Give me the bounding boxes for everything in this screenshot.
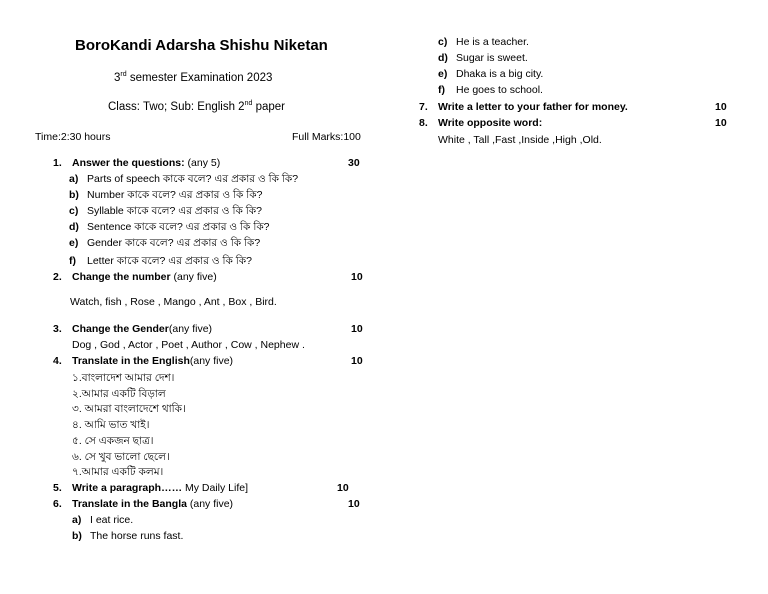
class-subject-rest: paper: [252, 101, 285, 113]
item-text: Letter কাকে বলে? এর প্রকার ও কি কি?: [87, 255, 252, 267]
item-label: d): [69, 221, 79, 233]
question-number: 3.: [53, 323, 62, 335]
item-text: He goes to school.: [456, 84, 543, 96]
exam-ordinal: 3: [114, 72, 121, 84]
list-item: ৬. সে খুব ভালো ছেলে।: [72, 451, 170, 463]
question-8-marks: 10: [715, 117, 727, 129]
question-title: Write a paragraph……: [72, 482, 183, 494]
question-6-marks: 10: [348, 498, 360, 510]
question-3-marks: 10: [351, 323, 363, 335]
class-subject-suffix: nd: [244, 100, 253, 107]
question-note: (any five): [186, 498, 234, 510]
item-text: Parts of speech কাকে বলে? এর প্রকার ও কি কি?: [87, 173, 299, 185]
question-note: (any five): [168, 323, 213, 335]
question-note: (any five): [170, 271, 217, 283]
item-text: The horse runs fast.: [90, 530, 184, 542]
item-label: f): [69, 255, 76, 267]
list-item: [69, 188, 262, 202]
list-item: ১.বাংলাদেশ আমার দেশ।: [72, 372, 175, 384]
item-label: f): [438, 84, 445, 96]
question-title: Answer the questions:: [72, 157, 185, 169]
list-item: [69, 204, 262, 218]
class-subject: [108, 100, 285, 114]
item-text: Syllable কাকে বলে? এর প্রকার ও কি কি?: [87, 205, 262, 217]
question-2-body: Watch, fish , Rose , Mango , Ant , Box , Bird.: [70, 296, 277, 308]
list-item: [438, 51, 528, 65]
exam-ordinal-suffix: rd: [120, 71, 127, 78]
item-label: d): [438, 52, 448, 64]
question-number: 7.: [419, 101, 428, 113]
exam-title-rest: semester Examination 2023: [126, 72, 273, 84]
question-number: 5.: [53, 482, 62, 494]
list-item: [69, 254, 252, 268]
question-number: 1.: [53, 157, 62, 169]
question-8-body: White , Tall ,Fast ,Inside ,High ,Old.: [438, 134, 602, 146]
item-label: c): [69, 205, 79, 217]
question-1-marks: 30: [348, 157, 360, 169]
question-3-body: Dog , God , Actor , Poet , Author , Cow , Nephew .: [72, 339, 305, 351]
question-5-heading: [53, 481, 248, 495]
list-item: [69, 172, 298, 186]
item-text: Gender কাকে বলে? এর প্রকার ও কি কি?: [87, 237, 261, 249]
question-3-heading: [53, 322, 212, 336]
list-item: [438, 83, 543, 97]
question-title: Write opposite word:: [438, 117, 543, 129]
question-2-marks: 10: [351, 271, 363, 283]
question-4-marks: 10: [351, 355, 363, 367]
item-label: a): [72, 514, 82, 526]
question-number: 6.: [53, 498, 62, 510]
question-6-heading: [53, 497, 233, 511]
list-item: ৪. আমি ভাত খাই।: [72, 419, 150, 431]
item-text: Sentence কাকে বলে? এর প্রকার ও কি কি?: [87, 221, 270, 233]
item-label: e): [69, 237, 79, 249]
question-title: Write a letter to your father for money.: [438, 101, 628, 113]
question-7-heading: [419, 100, 628, 114]
list-item: [72, 513, 133, 527]
question-title: Change the Gender: [72, 323, 169, 335]
question-number: 4.: [53, 355, 62, 367]
item-label: c): [438, 36, 448, 48]
question-note: My Daily Life]: [182, 482, 249, 494]
list-item: [438, 35, 529, 49]
question-number: 8.: [419, 117, 428, 129]
question-note: (any 5): [184, 157, 221, 169]
question-2-heading: [53, 270, 217, 284]
question-note: (any five): [189, 355, 234, 367]
list-item: [72, 529, 183, 543]
class-subject-text: Class: Two; Sub: English 2: [108, 101, 245, 113]
item-label: e): [438, 68, 448, 80]
item-text: I eat rice.: [90, 514, 134, 526]
list-item: [69, 236, 260, 250]
list-item: ২.আমার একটি বিড়াল: [72, 388, 166, 400]
question-8-heading: [419, 116, 542, 130]
question-4-heading: [53, 354, 233, 368]
question-number: 2.: [53, 271, 62, 283]
item-label: a): [69, 173, 79, 185]
item-label: b): [69, 189, 79, 201]
list-item: ৫. সে একজন ছাত্র।: [72, 435, 154, 447]
school-title: BoroKandi Adarsha Shishu Niketan: [75, 37, 328, 54]
item-text: Number কাকে বলে? এর প্রকার ও কি কি?: [87, 189, 263, 201]
list-item: ৩. আমরা বাংলাদেশে থাকি।: [72, 403, 186, 415]
item-text: He is a teacher.: [456, 36, 529, 48]
exam-title: [114, 71, 272, 85]
question-title: Translate in the Bangla: [72, 498, 187, 510]
item-text: Dhaka is a big city.: [456, 68, 544, 80]
question-5-marks: 10: [337, 482, 349, 494]
list-item: ৭.আমার একটি কলম।: [72, 466, 164, 478]
item-label: b): [72, 530, 82, 542]
question-title: Translate in the English: [72, 355, 190, 367]
list-item: [69, 220, 270, 234]
full-marks: Full Marks:100: [292, 131, 361, 143]
question-1-heading: [53, 156, 220, 170]
question-title: Change the number: [72, 271, 171, 283]
time-allowed: Time:2:30 hours: [35, 131, 111, 143]
question-7-marks: 10: [715, 101, 727, 113]
item-text: Sugar is sweet.: [456, 52, 528, 64]
list-item: [438, 67, 543, 81]
